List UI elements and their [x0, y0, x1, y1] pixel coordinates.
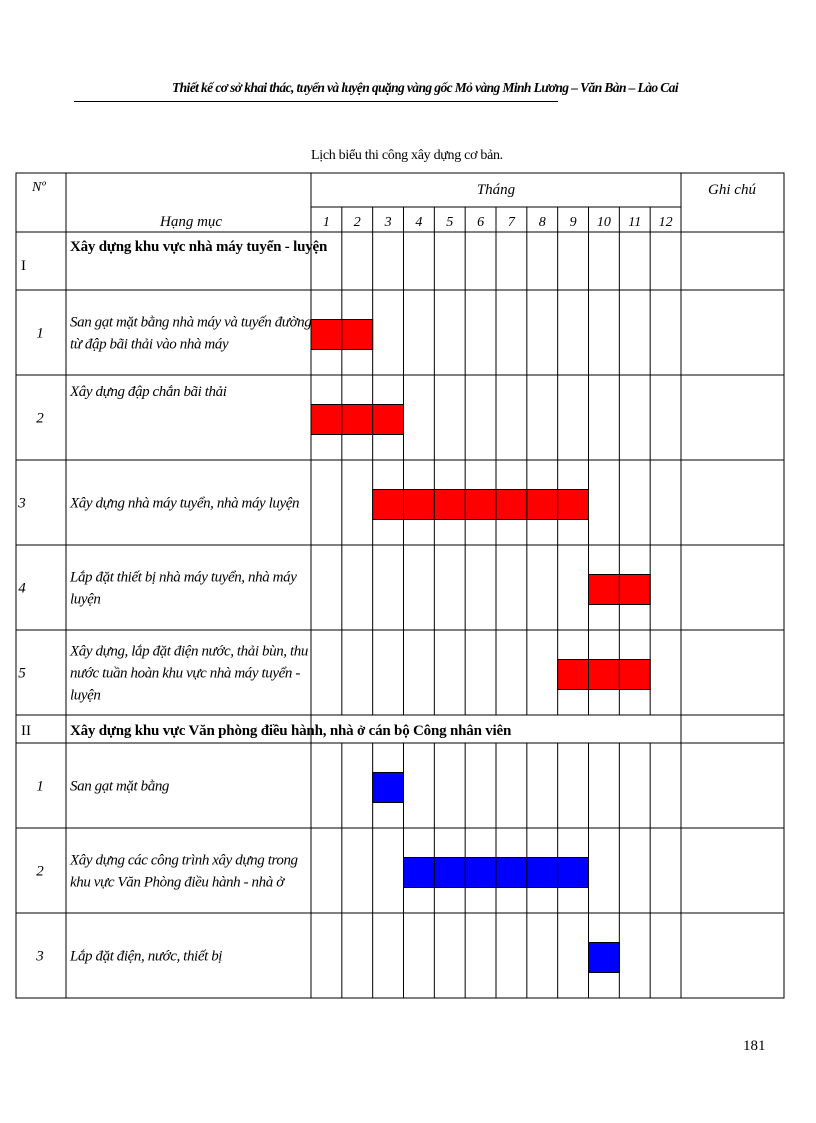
section-title: Xây dựng khu vực Văn phòng điều hành, nhà ở cán bộ Công nhân viên	[70, 723, 512, 739]
gantt-bar	[558, 660, 651, 690]
row-number: 5	[18, 665, 26, 682]
section-number: I	[21, 258, 26, 274]
column-header-item: Hạng mục	[160, 214, 223, 230]
task-label-line: Lắp đặt thiết bị nhà máy tuyển, nhà máy	[70, 569, 297, 586]
section-number: II	[21, 723, 31, 739]
month-label-8: 8	[538, 215, 546, 230]
row-number: 3	[18, 495, 26, 512]
task-label-line: Xây dựng các công trình xây dựng trong	[70, 852, 298, 869]
table-caption: Lịch biểu thi công xây dựng cơ bản.	[311, 148, 503, 163]
task-label-line: Lắp đặt điện, nước, thiết bị	[70, 948, 223, 965]
month-label-9: 9	[569, 215, 577, 230]
gantt-bar	[373, 773, 404, 803]
task-label-line: Xây dựng, lắp đặt điện nước, thải bùn, thu	[70, 643, 308, 660]
task-label-line: San gạt mặt bằng nhà máy và tuyến đường	[70, 314, 312, 331]
task-label-line: Xây dựng nhà máy tuyển, nhà máy luyện	[70, 495, 300, 512]
task-label-line: luyện	[70, 591, 101, 608]
task-label-line: nước tuần hoàn khu vực nhà máy tuyển -	[70, 665, 300, 682]
row-number: 2	[36, 863, 44, 880]
month-label-10: 10	[596, 215, 611, 230]
month-label-6: 6	[477, 215, 485, 230]
row-number: 2	[36, 410, 44, 427]
task-label-line: luyện	[70, 687, 101, 704]
column-header-note: Ghi chú	[708, 182, 756, 198]
task-label-line: từ đập bãi thải vào nhà máy	[70, 336, 229, 353]
page-number: 181	[743, 1038, 766, 1054]
section-title: Xây dựng khu vực nhà máy tuyển - luyện	[70, 239, 328, 255]
month-label-2: 2	[353, 215, 361, 230]
month-label-4: 4	[415, 215, 423, 230]
row-number: 4	[18, 580, 26, 597]
month-label-7: 7	[507, 215, 515, 230]
task-label-line: Xây dựng đập chắn bãi thải	[70, 384, 227, 400]
row-number: 1	[36, 778, 44, 795]
row-number: 3	[36, 948, 44, 965]
task-label-line: khu vực Văn Phòng điều hành - nhà ở	[70, 874, 284, 891]
month-label-1: 1	[322, 215, 330, 230]
row-number: 1	[36, 325, 44, 342]
task-label-line: San gạt mặt bằng	[70, 778, 170, 795]
month-label-11: 11	[628, 215, 642, 230]
month-label-12: 12	[658, 215, 673, 230]
gantt-bar	[311, 405, 404, 435]
gantt-bar	[373, 490, 589, 520]
gantt-bar	[589, 943, 620, 973]
month-label-5: 5	[446, 215, 454, 230]
column-header-months: Tháng	[476, 182, 516, 198]
month-label-3: 3	[384, 215, 392, 230]
column-header-no: Nº	[32, 180, 46, 195]
document-header: Thiết kế cơ sở khai thác, tuyển và luyện quặng vàng gốc Mỏ vàng Minh Lương – Văn Bàn – Lào Cai	[172, 80, 678, 95]
